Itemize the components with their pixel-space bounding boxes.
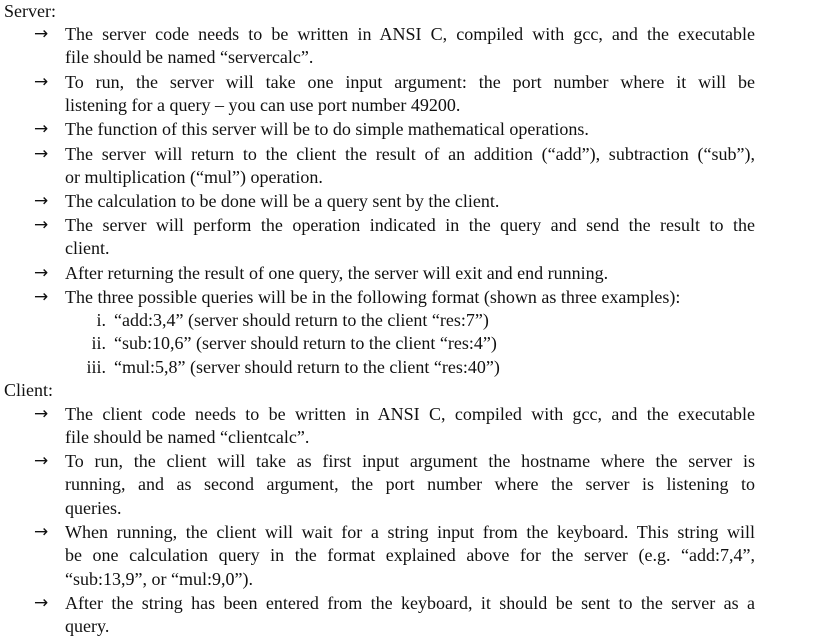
bullet-line: file should be named “clientcalc”.	[65, 427, 310, 448]
bullet-line: To run, the client will take as first input argument the hostname where the server is	[65, 451, 755, 471]
client-bullet-3	[34, 521, 756, 591]
bullet-line: The server code needs to be written in ANSI C, compiled with gcc, and the executable	[65, 24, 755, 44]
arrow-right-icon: →	[34, 451, 49, 471]
example-text: “mul:5,8” (server should return to the client “res:40”)	[114, 357, 500, 377]
arrow-right-icon: →	[34, 24, 49, 44]
arrow-right-icon: →	[34, 191, 49, 211]
bullet-line: or multiplication (“mul”) operation.	[65, 167, 323, 188]
arrow-right-icon: →	[34, 72, 49, 92]
client-bullet-1	[34, 403, 756, 450]
server-bullet-8	[34, 286, 756, 309]
client-bullet-4	[34, 592, 756, 639]
bullet-line: file should be named “servercalc”.	[65, 47, 314, 68]
bullet-line: listening for a query – you can use port number 49200.	[65, 95, 461, 116]
bullet-line: The function of this server will be to do simple mathematical operations.	[65, 119, 589, 139]
bullet-line: “sub:13,9”, or “mul:9,0”).	[65, 568, 253, 589]
server-bullet-3	[34, 118, 756, 141]
bullet-line: The calculation to be done will be a query sent by the client.	[65, 191, 500, 211]
arrow-right-icon: →	[34, 522, 49, 542]
bullet-line: After returning the result of one query, the server will exit and end running.	[65, 263, 609, 283]
arrow-right-icon: →	[34, 263, 49, 283]
bullet-line: queries.	[65, 497, 122, 518]
server-bullet-2	[34, 71, 756, 118]
example-item	[82, 332, 497, 354]
example-text: “add:3,4” (server should return to the client “res:7”)	[114, 310, 489, 330]
arrow-right-icon: →	[34, 215, 49, 235]
server-bullet-5	[34, 190, 756, 213]
example-item	[82, 309, 489, 331]
server-bullet-7	[34, 262, 756, 285]
example-numeral: i.	[96, 310, 106, 330]
example-text: “sub:10,6” (server should return to the client “res:4”)	[114, 333, 497, 353]
bullet-line: The three possible queries will be in the following format (shown as three examples):	[65, 287, 681, 307]
bullet-line: The client code needs to be written in ANSI C, compiled with gcc, and the executable	[65, 404, 755, 424]
bullet-line: be one calculation query in the format explained above for the server (e.g. “add:7,4”,	[65, 545, 755, 566]
server-bullet-4	[34, 143, 756, 190]
arrow-right-icon: →	[34, 287, 49, 307]
server-bullet-1	[34, 23, 756, 70]
bullet-line: The server will perform the operation indicated in the query and send the result to the	[65, 215, 755, 235]
server-bullet-6	[34, 214, 756, 261]
bullet-line: query.	[65, 616, 110, 637]
server-heading: Server:	[4, 1, 56, 21]
example-numeral: ii.	[91, 333, 106, 353]
arrow-right-icon: →	[34, 119, 49, 139]
bullet-line: When running, the client will wait for a string input from the keyboard. This string will	[65, 522, 755, 542]
client-heading: Client:	[4, 380, 53, 400]
bullet-line: To run, the server will take one input argument: the port number where it will be	[65, 72, 755, 92]
bullet-line: client.	[65, 238, 110, 259]
bullet-line: running, and as second argument, the port number where the server is listening to	[65, 474, 755, 495]
arrow-right-icon: →	[34, 404, 49, 424]
arrow-right-icon: →	[34, 593, 49, 613]
example-numeral: iii.	[86, 357, 106, 377]
bullet-line: After the string has been entered from the keyboard, it should be sent to the server as a	[65, 593, 755, 613]
client-bullet-2	[34, 450, 756, 520]
bullet-line: The server will return to the client the result of an addition (“add”), subtraction (“sub”),	[65, 144, 755, 164]
arrow-right-icon: →	[34, 144, 49, 164]
example-item	[82, 356, 500, 378]
